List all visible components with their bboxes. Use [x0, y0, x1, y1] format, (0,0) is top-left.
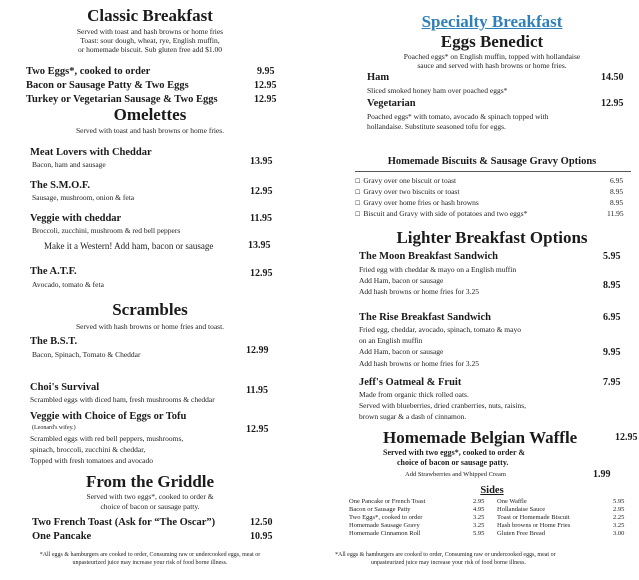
lighter-oat: Jeff's Oatmeal & Fruit [359, 377, 462, 388]
omelette-price-3: 11.95 [250, 213, 272, 224]
biscuit-price-4: 11.95 [607, 209, 624, 218]
right-footer-1: *All eggs & hamburgers are cooked to order, Consuming raw or undercooked eggs, meat or [335, 552, 556, 558]
classic-title: Classic Breakfast [87, 6, 213, 25]
scrambles-title: Scrambles [112, 300, 188, 319]
bullet-icon: ☐ [355, 179, 361, 185]
side-left-item: Homemade Sausage Gravy [349, 522, 420, 529]
biscuit-price-1: 6.95 [610, 176, 624, 185]
right-column [335, 0, 639, 580]
griddle-price-2: 10.95 [250, 531, 273, 542]
side-right-price: 3.00 [613, 530, 625, 537]
scramble-veg-sub: (Leonard's wifey.) [32, 425, 76, 431]
classic-desc-1: Served with toast and hash browns or home fries [76, 27, 224, 36]
lighter-oat-d1: Made from organic thick rolled oats. [359, 390, 469, 399]
omelette-price-2: 12.95 [250, 186, 273, 197]
side-left-price: 3.25 [473, 522, 485, 529]
scramble-choi-price: 11.95 [246, 385, 268, 396]
waffle-price: 12.95 [615, 432, 638, 443]
omelette-detail-3: Broccoli, zucchini, mushroom & red bell peppers [32, 226, 181, 235]
bullet-icon: ☐ [355, 212, 361, 218]
griddle-title: From the Griddle [85, 472, 215, 491]
lighter-oat-d2: Served with blueberries, dried cranberries, nuts, raisins, [359, 401, 527, 410]
classic-price-2: 12.95 [254, 80, 277, 91]
omelette-price-1: 13.95 [250, 156, 273, 167]
classic-desc-2: Toast: sour dough, wheat, rye, English muffin, [80, 36, 220, 45]
benedict-veg-price: 12.95 [601, 98, 624, 109]
benedict-title: Eggs Benedict [440, 32, 544, 51]
omelette-name-3: Veggie with cheddar [30, 213, 122, 224]
lighter-rise-d2: on an English muffin [359, 336, 423, 345]
biscuit-item-3: ☐ Gravy over home fries or hash browns [355, 198, 479, 207]
lighter-rise: The Rise Breakfast Sandwich [359, 312, 491, 323]
side-left-item: Bacon or Sausage Patty [349, 506, 411, 513]
benedict-veg-d1: Poached eggs* with tomato, avocado & spinach topped with [367, 112, 549, 121]
scramble-bst-detail: Bacon, Spinach, Tomato & Cheddar [32, 350, 141, 359]
side-right-price: 2.25 [613, 514, 625, 521]
bullet-icon: ☐ [355, 190, 361, 196]
benedict-desc-1: Poached eggs* on English muffin, topped with hollandaise [403, 52, 581, 61]
scramble-veg-d3: Topped with fresh tomatoes and avocado [30, 456, 153, 465]
scrambles-desc: Served with hash browns or home fries and toast. [75, 322, 225, 331]
omelette-name-2: The S.M.O.F. [30, 180, 90, 191]
scramble-veg-name: Veggie with Choice of Eggs or Tofu [30, 411, 187, 422]
lighter-moon: The Moon Breakfast Sandwich [359, 251, 498, 262]
sides-title: Sides [480, 485, 504, 496]
omelette-detail-4: Avocado, tomato & feta [32, 280, 104, 289]
classic-item-1: Two Eggs*, cooked to order [26, 66, 151, 77]
waffle-d1: Served with two eggs*, cooked to order & [383, 448, 526, 457]
griddle-desc-1: Served with two eggs*, cooked to order & [86, 492, 214, 501]
side-right-item: One Waffle [497, 498, 527, 505]
benedict-desc-2: sauce and served with hash browns or home fries. [417, 61, 567, 70]
lighter-moon-d3: Add hash browns or home fries for 3.25 [359, 287, 479, 296]
side-right-item: Gluten Free Bread [497, 530, 546, 537]
scramble-veg-d2: spinach, broccoli, zucchini & cheddar, [30, 445, 146, 454]
benedict-ham-price: 14.50 [601, 72, 624, 83]
benedict-veg-d2: hollandaise. Substitute seasoned tofu for eggs. [367, 122, 506, 131]
left-footer-1: *All eggs & hamburgers are cooked to order, Consuming raw or undercooked eggs, meat or [39, 552, 261, 558]
side-left-item: One Pancake or French Toast [349, 498, 426, 505]
omelette-detail-1: Bacon, ham and sausage [32, 160, 106, 169]
side-right-price: 2.95 [613, 506, 625, 513]
scramble-bst-name: The B.S.T. [30, 336, 78, 347]
side-left-price: 5.95 [473, 530, 485, 537]
griddle-desc-2: choice of bacon or sausage patty. [100, 502, 200, 511]
biscuits-title: Homemade Biscuits & Sausage Gravy Options [387, 156, 597, 167]
waffle-add-price: 1.99 [593, 469, 611, 480]
omelette-name-4: The A.T.F. [30, 266, 77, 277]
lighter-title: Lighter Breakfast Options [396, 228, 588, 247]
waffle-add: Add Strawberries and Whipped Cream [405, 471, 506, 478]
lighter-rise-d4: Add hash browns or home fries for 3.25 [359, 359, 479, 368]
benedict-veg: Vegetarian [367, 98, 416, 109]
waffle-title: Homemade Belgian Waffle [383, 428, 578, 447]
biscuit-item-4: ☐ Biscuit and Gravy with side of potatoes and two eggs* [355, 209, 528, 218]
lighter-moon-d1: Fried egg with cheddar & mayo on a English muffin [359, 265, 517, 274]
omelette-name-1: Meat Lovers with Cheddar [30, 147, 152, 158]
biscuit-item-1: ☐ Gravy over one biscuit or toast [355, 176, 457, 185]
lighter-moon-price: 5.95 [603, 251, 621, 262]
side-right-item: Hash browns or Home Fries [497, 522, 571, 529]
side-right-price: 3.25 [613, 522, 625, 529]
biscuit-item-2: ☐ Gravy over two biscuits or toast [355, 187, 460, 196]
side-left-item: Homemade Cinnamon Roll [349, 530, 421, 537]
side-left-price: 2.95 [473, 498, 485, 505]
lighter-moon-d2-price: 8.95 [603, 280, 621, 291]
benedict-ham: Ham [367, 72, 390, 83]
waffle-d2: choice of bacon or sausage patty. [397, 458, 509, 467]
lighter-rise-d3: Add Ham, bacon or sausage [359, 347, 444, 356]
omelette-western-price: 13.95 [248, 240, 271, 251]
left-footer-2: unpasteurized juice may increase your risk of food borne illness. [72, 560, 228, 566]
scramble-choi-name: Choi's Survival [30, 382, 100, 393]
benedict-ham-detail: Sliced smoked honey ham over poached eggs* [367, 86, 508, 95]
omelette-price-4: 12.95 [250, 268, 273, 279]
omelette-western: Make it a Western! Add ham, bacon or sausage [44, 241, 214, 251]
omelettes-desc: Served with toast and hash browns or home fries. [75, 126, 225, 135]
classic-desc-3: or homemade biscuit. Sub gluten free add $1.00 [78, 45, 222, 54]
lighter-oat-d3: brown sugar & a dash of cinnamon. [359, 412, 467, 421]
lighter-moon-d2: Add Ham, bacon or sausage [359, 276, 444, 285]
side-right-price: 5.95 [613, 498, 625, 505]
scramble-veg-price: 12.95 [246, 424, 269, 435]
scramble-choi-detail: Scrambled eggs with diced ham, fresh mushrooms & cheddar [30, 395, 215, 404]
right-footer-2: unpasteurized juice may increase your risk of food borne illness. [371, 560, 526, 566]
side-left-price: 3.25 [473, 514, 485, 521]
griddle-item-2: One Pancake [32, 531, 92, 542]
lighter-rise-d3-price: 9.95 [603, 347, 621, 358]
lighter-rise-price: 6.95 [603, 312, 621, 323]
left-column [0, 0, 300, 580]
bullet-icon: ☐ [355, 201, 361, 207]
classic-price-1: 9.95 [257, 66, 275, 77]
classic-price-3: 12.95 [254, 94, 277, 105]
biscuits-title-rule [355, 171, 631, 172]
omelettes-title: Omelettes [113, 105, 187, 124]
lighter-rise-d1: Fried egg, cheddar, avocado, spinach, tomato & mayo [359, 325, 521, 334]
side-left-price: 4.95 [473, 506, 485, 513]
scramble-veg-d1: Scrambled eggs with red bell peppers, mushrooms, [30, 434, 184, 443]
omelette-detail-2: Sausage, mushroom, onion & feta [32, 193, 135, 202]
biscuit-price-3: 8.95 [610, 198, 624, 207]
scramble-bst-price: 12.99 [246, 345, 269, 356]
biscuit-price-2: 8.95 [610, 187, 624, 196]
lighter-oat-price: 7.95 [603, 377, 621, 388]
griddle-price-1: 12.50 [250, 517, 273, 528]
side-left-item: Two Eggs*, cooked to order [349, 514, 423, 521]
side-right-item: Toast or Homemade Biscuit [497, 514, 570, 521]
griddle-item-1: Two French Toast (Ask for “The Oscar”) [32, 517, 216, 528]
specialty-title: Specialty Breakfast [421, 12, 563, 31]
side-right-item: Hollandaise Sauce [497, 506, 546, 513]
classic-item-2: Bacon or Sausage Patty & Two Eggs [26, 80, 189, 91]
classic-item-3: Turkey or Vegetarian Sausage & Two Eggs [26, 94, 218, 105]
